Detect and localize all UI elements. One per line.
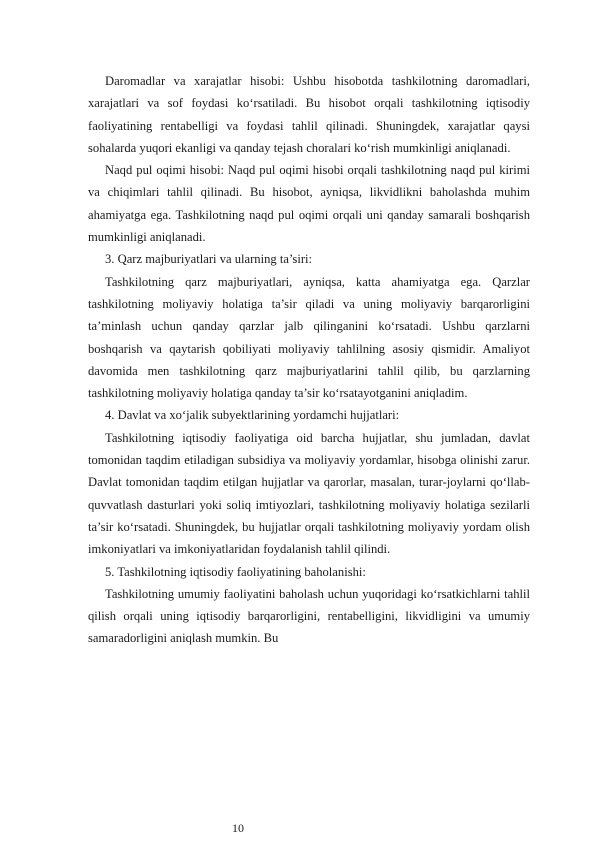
paragraph-debt: Tashkilotning qarz majburiyatlari, ayniqsa, katta ahamiyatga ega. Qarzlar tashkilotning moliyaviy holatiga ta’sir qiladi va uning moliyaviy barqarorligini ta’minlash uchun qanday qarzlar jalb qilinganini ko‘rsatadi. Ushbu qarzlarni boshqarish va qaytarish qobiliyati moliyaviy tahlilning asosiy qismidir. Amaliyot davomida men tashkilotning qarz majburiyatlarini tahlil qilib, bu qarzlarning tashkilotning moliyaviy holatiga qanday ta’sir ko‘rsatayotganini aniqladim.: [88, 274, 530, 401]
section-heading-evaluation: 5. Tashkilotning iqtisodiy faoliyatining baholanishi:: [105, 564, 366, 579]
page-body: [88, 70, 530, 650]
section-heading-state-documents: 4. Davlat va xo‘jalik subyektlarining yordamchi hujjatlari:: [105, 408, 400, 423]
section-heading-debt: 3. Qarz majburiyatlari va ularning ta’siri:: [105, 252, 313, 267]
paragraph-cash-flow: Naqd pul oqimi hisobi: Naqd pul oqimi hisobi orqali tashkilotning naqd pul kirimi va chiqimlari tahlil qilinadi. Bu hisobot, ayniqsa, likvidlikni baholashda muhim ahamiyatga ega. Tashkilotning naqd pul oqimi orqali uni qanday samarali boshqarish mumkinligi aniqlanadi.: [88, 163, 530, 245]
page-number: 10: [232, 821, 244, 835]
paragraph-evaluation: Tashkilotning umumiy faoliyatini baholash uchun yuqoridagi ko‘rsatkichlarni tahlil qilish orqali uning iqtisodiy barqarorligini, rentabelligini, likvidligini va umumiy samaradorligini aniqlash mumkin. Bu: [88, 586, 530, 646]
paragraph-income-expense: Daromadlar va xarajatlar hisobi: Ushbu hisobotda tashkilotning daromadlari, xarajatlari va sof foydasi ko‘rsatiladi. Bu hisobot orqali tashkilotning iqtisodiy faoliyatining rentabelligi va foydasi tahlil qilinadi. Shuningdek, xarajatlar qaysi sohalarda yuqori ekanligi va qanday tejash choralari ko‘rish mumkinligi aniqlanadi.: [88, 74, 530, 155]
paragraph-state-documents: Tashkilotning iqtisodiy faoliyatiga oid barcha hujjatlar, shu jumladan, davlat tomonidan taqdim etiladigan subsidiya va moliyaviy yordamlar, hisobga olinishi zarur. Davlat tomonidan taqdim etilgan hujjatlar va qarorlar, masalan, turar-joylarni qo‘llab-quvvatlash dasturlari yoki soliq imtiyozlari, tashkilotning moliyaviy holatiga sezilarli ta’sir ko‘rsatadi. Shuningdek, bu hujjatlar orqali tashkilotning moliyaviy yordam olish imkoniyatlari va imkoniyatlaridan foydalanish tahlil qilindi.: [88, 430, 530, 557]
